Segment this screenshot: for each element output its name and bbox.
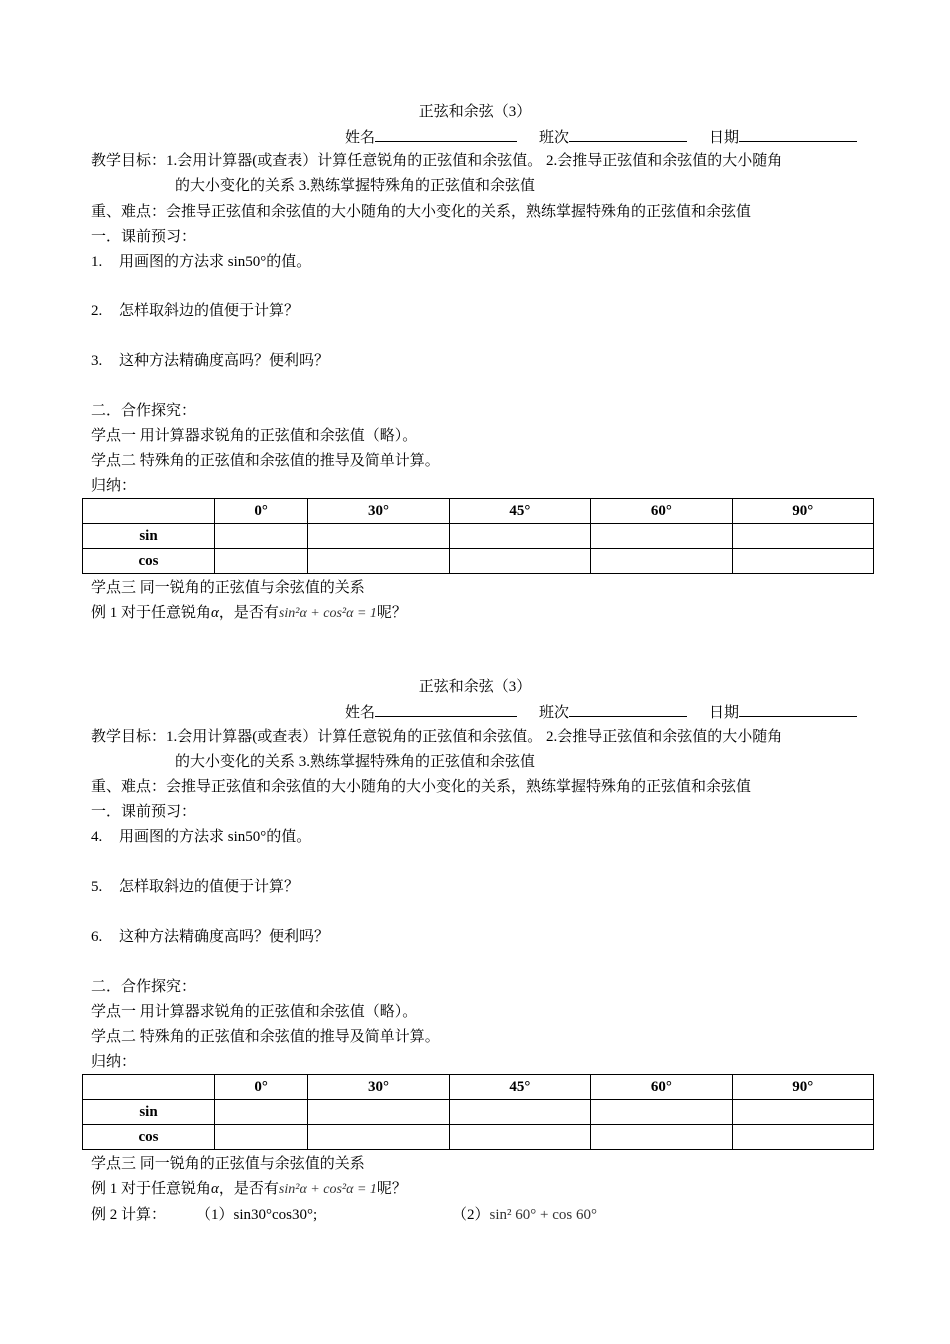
answer-cell[interactable] bbox=[591, 524, 732, 549]
question-6 bbox=[91, 927, 329, 947]
example-2-part-1: （1）sin30°cos30°; bbox=[196, 1207, 318, 1223]
identity-formula: sin²α + cos²α = 1 bbox=[278, 606, 377, 621]
row-label-cos: cos bbox=[83, 1125, 215, 1150]
class-blank[interactable] bbox=[569, 127, 687, 142]
name-blank[interactable] bbox=[375, 702, 517, 717]
identity-formula: sin²α + cos²α = 1 bbox=[278, 1182, 377, 1197]
question-5 bbox=[91, 877, 299, 897]
question-number: 5. bbox=[91, 879, 103, 895]
answer-cell[interactable] bbox=[449, 524, 590, 549]
table-header-cell: 90° bbox=[732, 1075, 873, 1100]
teaching-goals-line1: 教学目标：1.会用计算器(或查表）计算任意锐角的正弦值和余弦值。 2.会推导正弦值和余弦值的大小随角 bbox=[91, 729, 783, 745]
question-number: 4. bbox=[91, 829, 103, 845]
example-1 bbox=[91, 603, 407, 624]
date-label: 日期 bbox=[709, 130, 740, 146]
class-label: 班次 bbox=[539, 130, 570, 146]
question-text: 怎样取斜边的值便于计算？ bbox=[119, 879, 300, 895]
table-header-row bbox=[83, 1075, 874, 1100]
example-1-suffix: 呢？ bbox=[376, 605, 407, 621]
study-point-3: 学点三 同一锐角的正弦值与余弦值的关系 bbox=[91, 580, 365, 596]
answer-cell[interactable] bbox=[449, 1100, 590, 1125]
question-text: 用画图的方法求 sin50°的值。 bbox=[119, 829, 312, 845]
table-header-cell bbox=[83, 1075, 215, 1100]
class-label: 班次 bbox=[539, 705, 570, 721]
row-label-sin: sin bbox=[83, 1100, 215, 1125]
teaching-goals-line1: 教学目标：1.会用计算器(或查表）计算任意锐角的正弦值和余弦值。 2.会推导正弦值和余弦值的大小随角 bbox=[91, 153, 783, 169]
answer-cell[interactable] bbox=[591, 1100, 732, 1125]
answer-cell[interactable] bbox=[308, 524, 449, 549]
question-text: 这种方法精确度高吗？便利吗？ bbox=[119, 353, 330, 369]
table-header-cell: 0° bbox=[215, 1075, 308, 1100]
page-title: 正弦和余弦（3） bbox=[418, 104, 532, 120]
answer-cell[interactable] bbox=[449, 1125, 590, 1150]
key-points: 重、难点：会推导正弦值和余弦值的大小随角的大小变化的关系，熟练掌握特殊角的正弦值和余弦值 bbox=[91, 779, 752, 795]
example-2-formula: sin² 60° + cos 60° bbox=[489, 1207, 597, 1223]
study-point-1: 学点一 用计算器求锐角的正弦值和余弦值（略）。 bbox=[91, 428, 418, 444]
table-header-cell bbox=[83, 499, 215, 524]
name-label: 姓名 bbox=[345, 130, 376, 146]
question-3 bbox=[91, 351, 329, 371]
question-4 bbox=[91, 827, 311, 847]
table-header-cell: 30° bbox=[308, 1075, 449, 1100]
date-blank[interactable] bbox=[739, 702, 857, 717]
table-header-cell: 60° bbox=[591, 1075, 732, 1100]
preview-heading: 一．课前预习： bbox=[91, 804, 197, 820]
answer-cell[interactable] bbox=[591, 549, 732, 574]
question-text: 怎样取斜边的值便于计算？ bbox=[119, 303, 300, 319]
question-1 bbox=[91, 252, 311, 272]
table-header-cell: 45° bbox=[449, 499, 590, 524]
question-number: 6. bbox=[91, 929, 103, 945]
explore-heading: 二．合作探究： bbox=[91, 403, 197, 419]
table-row bbox=[83, 1125, 874, 1150]
teaching-goals-line2: 的大小变化的关系 3.熟练掌握特殊角的正弦值和余弦值 bbox=[175, 178, 536, 194]
alpha-symbol: α bbox=[211, 605, 219, 621]
answer-cell[interactable] bbox=[732, 549, 873, 574]
table-header-cell: 30° bbox=[308, 499, 449, 524]
date-blank[interactable] bbox=[739, 127, 857, 142]
trig-values-table bbox=[82, 498, 874, 574]
question-number: 3. bbox=[91, 353, 103, 369]
question-2 bbox=[91, 301, 299, 321]
summary-label: 归纳： bbox=[91, 478, 137, 494]
answer-cell[interactable] bbox=[215, 524, 308, 549]
table-row bbox=[83, 549, 874, 574]
example-2-label: 例 2 计算： bbox=[91, 1207, 167, 1223]
row-label-cos: cos bbox=[83, 549, 215, 574]
summary-label: 归纳： bbox=[91, 1054, 137, 1070]
answer-cell[interactable] bbox=[308, 1100, 449, 1125]
answer-cell[interactable] bbox=[215, 549, 308, 574]
table-header-cell: 90° bbox=[732, 499, 873, 524]
table-header-cell: 0° bbox=[215, 499, 308, 524]
answer-cell[interactable] bbox=[732, 524, 873, 549]
question-text: 用画图的方法求 sin50°的值。 bbox=[119, 254, 312, 270]
table-header-cell: 45° bbox=[449, 1075, 590, 1100]
table-row bbox=[83, 1100, 874, 1125]
study-point-1: 学点一 用计算器求锐角的正弦值和余弦值（略）。 bbox=[91, 1004, 418, 1020]
date-label: 日期 bbox=[709, 705, 740, 721]
table-row bbox=[83, 524, 874, 549]
example-1-mid: ，是否有 bbox=[218, 1181, 279, 1197]
answer-cell[interactable] bbox=[591, 1125, 732, 1150]
question-number: 1. bbox=[91, 254, 103, 270]
example-2-part-2-label: （2） bbox=[452, 1207, 490, 1223]
key-points: 重、难点：会推导正弦值和余弦值的大小随角的大小变化的关系，熟练掌握特殊角的正弦值和余弦值 bbox=[91, 204, 752, 220]
answer-cell[interactable] bbox=[308, 549, 449, 574]
trig-values-table bbox=[82, 1074, 874, 1150]
preview-heading: 一．课前预习： bbox=[91, 229, 197, 245]
name-label: 姓名 bbox=[345, 705, 376, 721]
table-header-cell: 60° bbox=[591, 499, 732, 524]
teaching-goals-line2: 的大小变化的关系 3.熟练掌握特殊角的正弦值和余弦值 bbox=[175, 754, 536, 770]
answer-cell[interactable] bbox=[732, 1125, 873, 1150]
student-info-row bbox=[345, 127, 857, 148]
question-text: 这种方法精确度高吗？便利吗？ bbox=[119, 929, 330, 945]
example-1-suffix: 呢？ bbox=[376, 1181, 407, 1197]
example-2-part-2 bbox=[452, 1205, 597, 1225]
class-blank[interactable] bbox=[569, 702, 687, 717]
example-1-mid: ，是否有 bbox=[218, 605, 279, 621]
example-1-prefix: 例 1 对于任意锐角 bbox=[91, 1181, 212, 1197]
answer-cell[interactable] bbox=[449, 549, 590, 574]
explore-heading: 二．合作探究： bbox=[91, 979, 197, 995]
table-header-row bbox=[83, 499, 874, 524]
name-blank[interactable] bbox=[375, 127, 517, 142]
answer-cell[interactable] bbox=[215, 1100, 308, 1125]
answer-cell[interactable] bbox=[732, 1100, 873, 1125]
study-point-3: 学点三 同一锐角的正弦值与余弦值的关系 bbox=[91, 1156, 365, 1172]
study-point-2: 学点二 特殊角的正弦值和余弦值的推导及简单计算。 bbox=[91, 453, 440, 469]
question-number: 2. bbox=[91, 303, 103, 319]
example-1-prefix: 例 1 对于任意锐角 bbox=[91, 605, 212, 621]
answer-cell[interactable] bbox=[215, 1125, 308, 1150]
page-title: 正弦和余弦（3） bbox=[418, 679, 532, 695]
student-info-row bbox=[345, 702, 857, 723]
answer-cell[interactable] bbox=[308, 1125, 449, 1150]
study-point-2: 学点二 特殊角的正弦值和余弦值的推导及简单计算。 bbox=[91, 1029, 440, 1045]
row-label-sin: sin bbox=[83, 524, 215, 549]
alpha-symbol: α bbox=[211, 1181, 219, 1197]
example-1 bbox=[91, 1179, 407, 1200]
